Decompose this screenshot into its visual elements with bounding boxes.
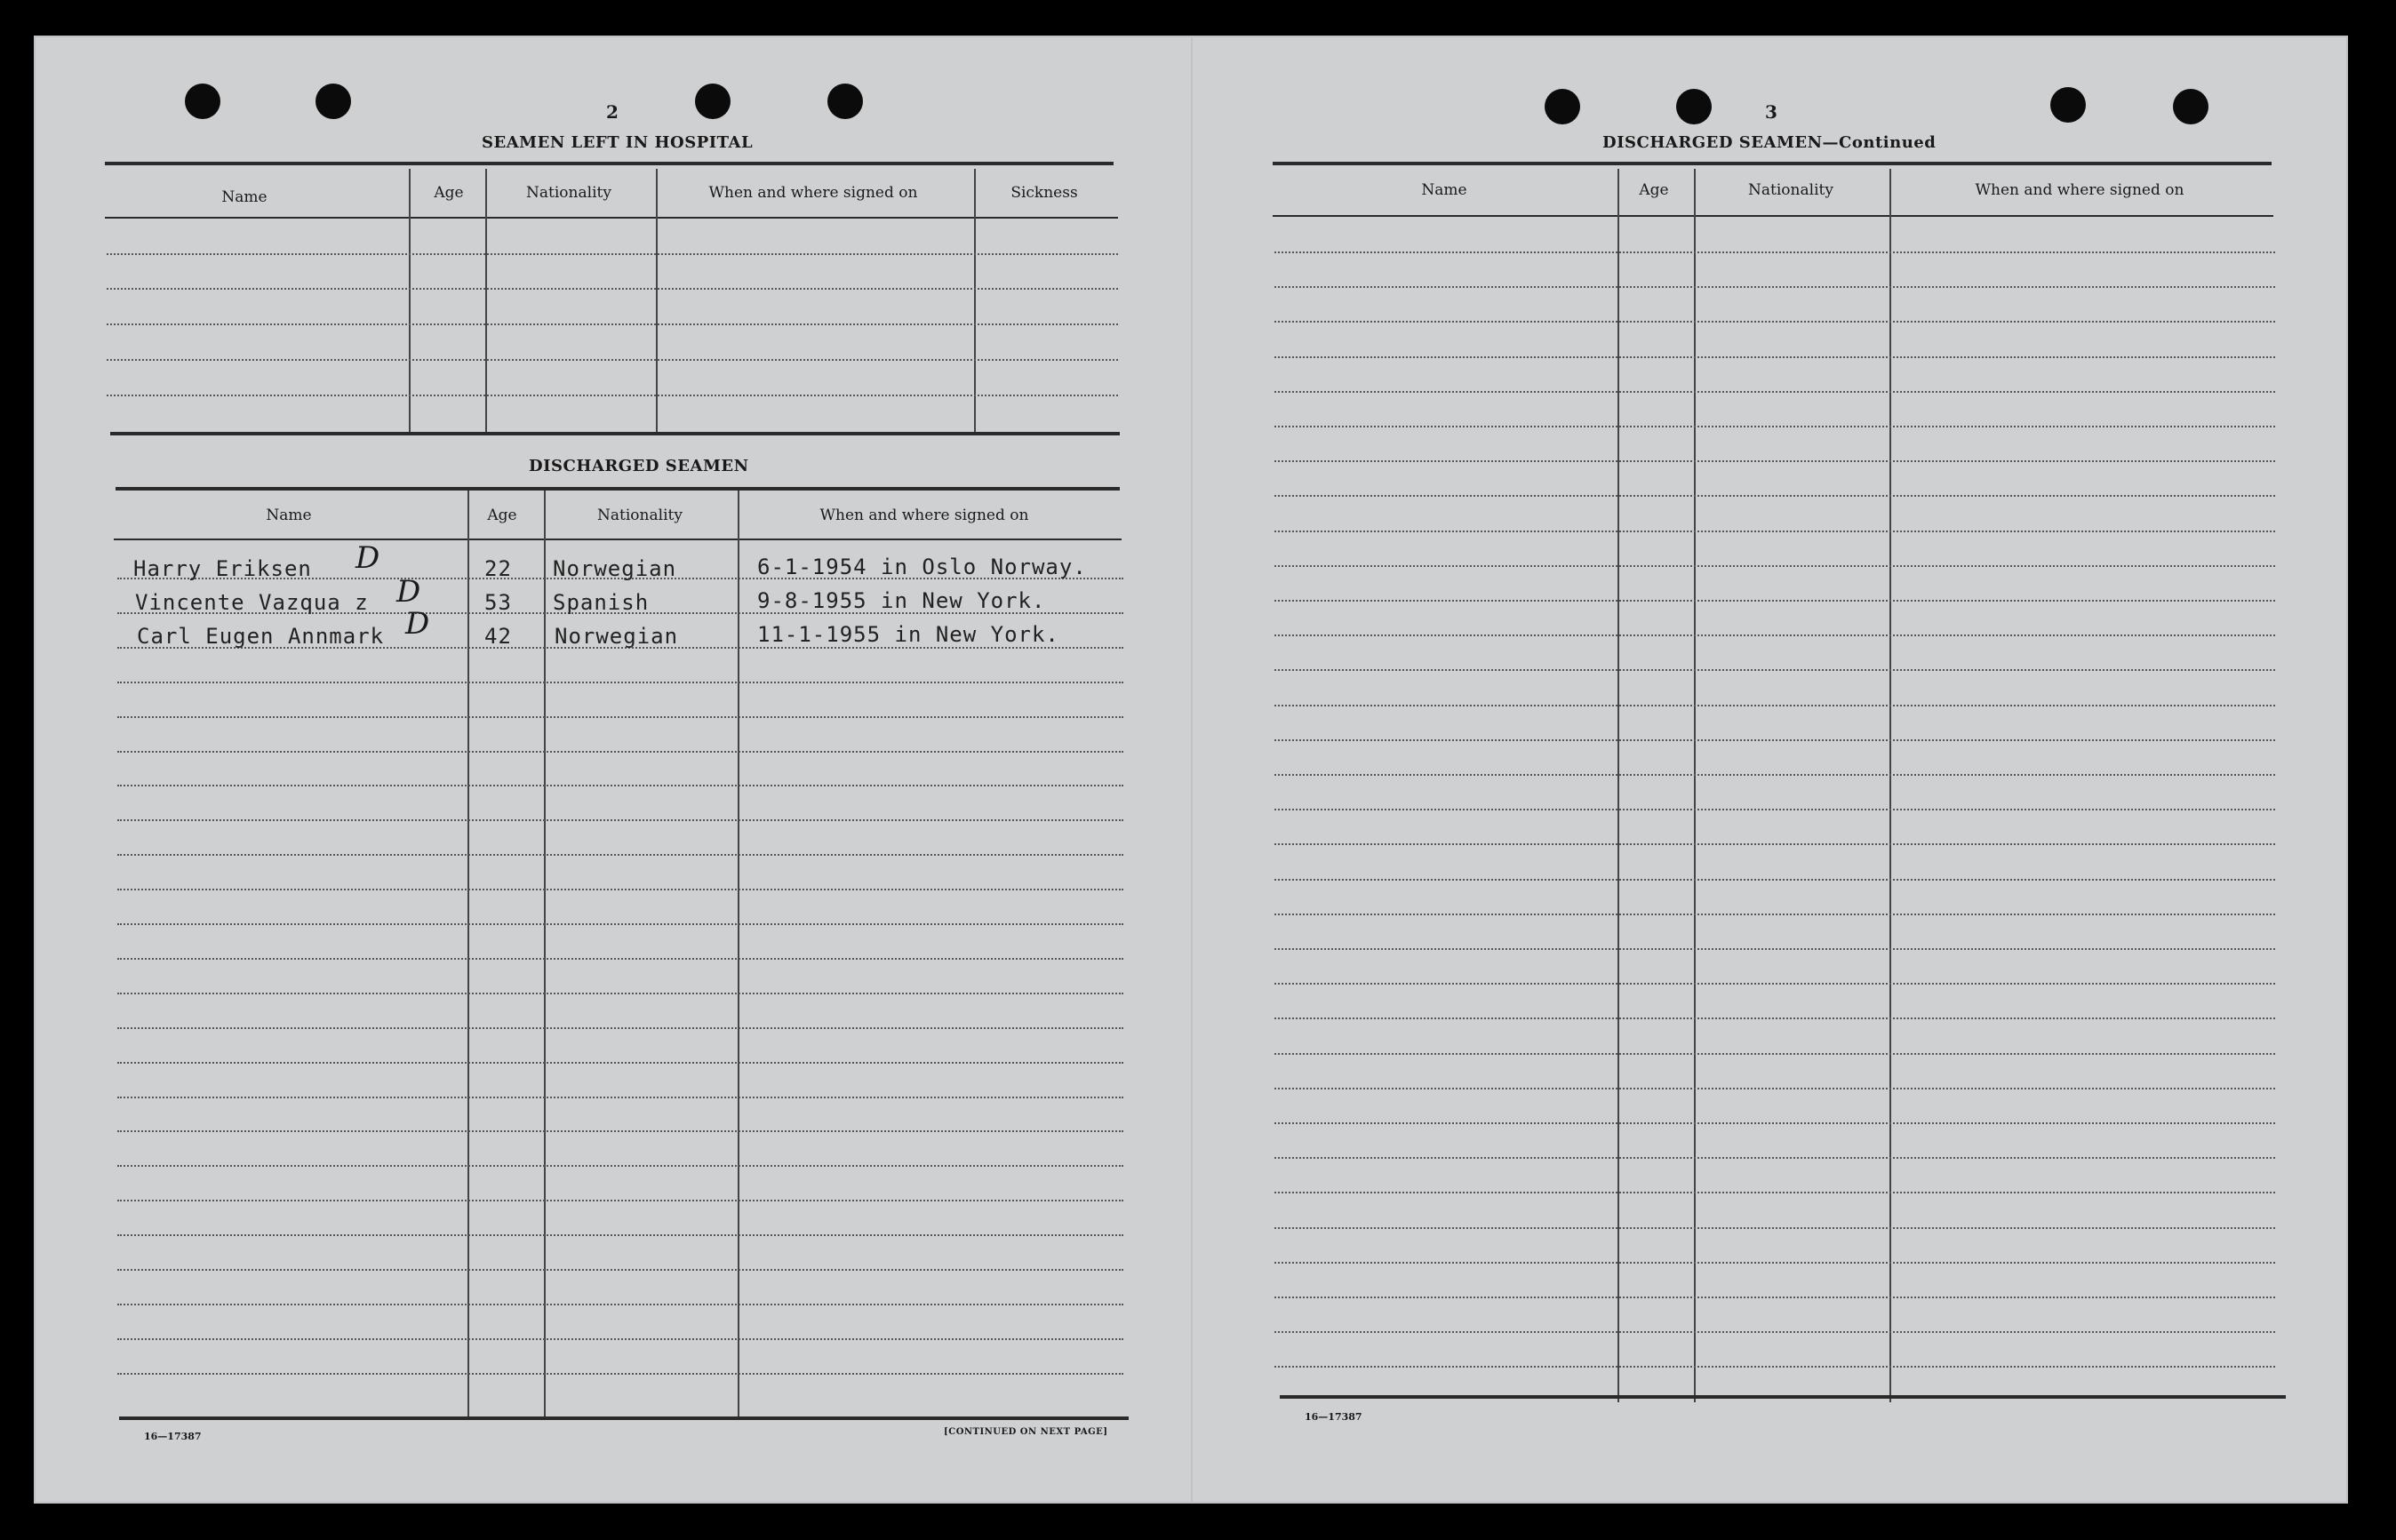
punch-hole [2173,89,2208,124]
seaman-name: Vincente Vazqua z [135,590,369,615]
discharged-col-signed-on: When and where signed on [819,507,1029,524]
discharged-section-title: DISCHARGED SEAMEN [529,457,749,475]
bleed-through [187,133,194,156]
hospital-row-line [107,395,1118,396]
discharged-col-age: Age [487,507,517,524]
page-number-left: 2 [606,101,619,123]
hospital-col-sickness: Sickness [1010,184,1078,202]
discharged-mark: D [405,606,430,642]
ruled-line [1274,565,2275,567]
ruled-line [1274,531,2275,532]
seaman-nationality: Norwegian [555,624,679,649]
ruled-line [1274,1088,2275,1089]
ruled-line [117,854,1123,856]
ruled-line [117,1234,1123,1236]
ruled-line [1274,1262,2275,1264]
right-section-title [1602,133,1936,152]
page-number-right: 3 [1765,101,1777,123]
right-header-rule [1273,215,2273,217]
ruled-line [1274,879,2275,881]
seaman-age: 42 [484,624,512,649]
right-col-nationality: Nationality [1748,181,1833,199]
ruled-line [117,1062,1123,1064]
ruled-line [1274,1366,2275,1368]
page-fold [1191,36,1193,1504]
ruled-line [117,716,1123,718]
hospital-top-rule [105,162,1114,165]
discharged-header-rule [114,539,1122,540]
ruled-line [1274,391,2275,393]
ruled-line [1274,251,2275,253]
ruled-line [1274,983,2275,985]
ruled-line [1274,705,2275,706]
discharged-top-rule [116,487,1120,491]
ruled-line [1274,1017,2275,1019]
ruled-line [1274,1122,2275,1124]
ruled-line [117,785,1123,786]
ruled-line [1274,843,2275,845]
ruled-line [1274,1053,2275,1055]
hospital-header-rule [105,217,1118,219]
ruled-line [1274,426,2275,427]
ruled-line [117,751,1123,753]
right-title-text: DISCHARGED SEAMEN [1602,133,1823,152]
ruled-line [1274,356,2275,358]
ruled-line [1274,948,2275,950]
seaman-age: 22 [484,556,512,581]
ruled-line [117,889,1123,890]
right-col-age: Age [1639,181,1669,199]
hospital-section-title: SEAMEN LEFT IN HOSPITAL [482,133,754,152]
hospital-row-line [107,323,1118,325]
ruled-line [1274,774,2275,776]
right-col-divider [1889,169,1891,1402]
ruled-line [1274,495,2275,497]
right-col-divider [1617,169,1619,1402]
ruled-line [117,682,1123,683]
ruled-line [1274,460,2275,462]
seaman-signed-on: 9-8-1955 in New York. [757,588,1046,613]
right-top-rule [1273,162,2272,165]
hospital-row-line [107,288,1118,290]
hospital-col-divider [409,169,411,432]
ruled-line [1274,1157,2275,1159]
discharged-col-divider [467,491,469,1416]
discharged-col-nationality: Nationality [597,507,683,524]
ruled-line [1274,1297,2275,1298]
ruled-line [117,1027,1123,1029]
discharged-mark: D [355,540,380,576]
ruled-line [1274,1227,2275,1229]
form-number-right: 16—17387 [1305,1411,1362,1423]
ruled-line [117,958,1123,960]
ruled-line [117,923,1123,925]
hospital-col-divider [974,169,976,432]
ruled-line [1274,739,2275,741]
punch-hole [1545,89,1580,124]
ruled-line [1274,634,2275,636]
hospital-col-divider [656,169,658,432]
continued-note: [CONTINUED ON NEXT PAGE] [944,1427,1108,1437]
discharged-col-divider [738,491,739,1416]
ruled-line [117,819,1123,821]
ruled-line [1274,669,2275,671]
discharged-bottom-rule [119,1416,1129,1420]
punch-hole [315,84,351,119]
hospital-row-line [107,253,1118,255]
ruled-line [1274,321,2275,323]
hospital-col-signed-on: When and where signed on [708,184,918,202]
hospital-col-nationality: Nationality [526,184,611,202]
right-col-name: Name [1421,181,1467,199]
right-bottom-rule [1280,1395,2286,1399]
ruled-line [117,1269,1123,1271]
ruled-line [117,993,1123,994]
hospital-col-divider [485,169,487,432]
seaman-signed-on: 6-1-1954 in Oslo Norway. [757,555,1087,579]
seaman-age: 53 [484,590,512,615]
ruled-line [117,1200,1123,1201]
ruled-line [1274,600,2275,602]
punch-hole [1676,89,1712,124]
ruled-line [117,1130,1123,1132]
ruled-line [1274,809,2275,810]
discharged-mark: D [396,574,421,610]
right-col-signed-on: When and where signed on [1975,181,2184,199]
hospital-col-name: Name [221,188,268,206]
seaman-name: Carl Eugen Annmark [137,624,385,649]
ruled-line [1274,1192,2275,1193]
seaman-nationality: Spanish [553,590,650,615]
seaman-nationality: Norwegian [553,556,677,581]
discharged-col-name: Name [266,507,312,524]
punch-hole [2050,87,2086,123]
seaman-signed-on: 11-1-1955 in New York. [757,622,1059,647]
ruled-line [117,1304,1123,1305]
right-col-divider [1694,169,1696,1402]
ruled-line [117,1165,1123,1167]
form-number-left: 16—17387 [144,1431,202,1442]
ruled-line [1274,914,2275,915]
seaman-name: Harry Eriksen [133,556,312,581]
hospital-row-line [107,359,1118,361]
right-title-suffix: —Continued [1822,133,1937,152]
discharged-col-divider [544,491,546,1416]
ruled-line [117,1373,1123,1375]
ruled-line [1274,1331,2275,1333]
punch-hole [185,84,220,119]
hospital-col-age: Age [434,184,464,202]
ruled-line [117,1097,1123,1098]
hospital-bottom-rule [110,432,1120,435]
ruled-line [1274,286,2275,288]
punch-hole [827,84,863,119]
ruled-line [117,1338,1123,1340]
punch-hole [695,84,731,119]
